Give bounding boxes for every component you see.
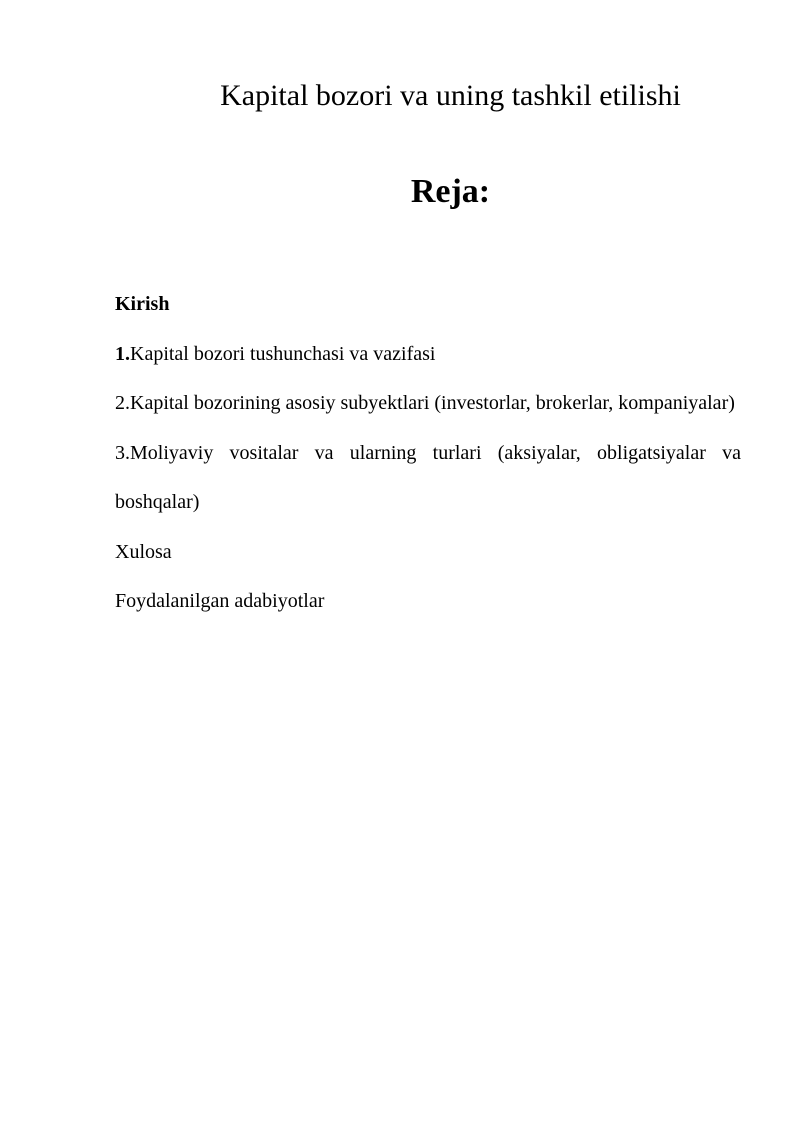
plan-item-1-text: Kapital bozori tushunchasi va vazifasi — [130, 342, 436, 365]
plan-item-intro: Kirish — [115, 293, 170, 315]
document-title: Kapital bozori va uning tashkil etilishi — [220, 79, 681, 112]
plan-item-3: 3.Moliyaviy vositalar va ularning turlari (aksiyalar, obligatsiyalar va boshqalar) — [115, 441, 741, 513]
plan-item-2: 2.Kapital bozorining asosiy subyektlari (investorlar, brokerlar, kompaniyalar) — [115, 392, 735, 414]
plan-item-1-number: 1. — [115, 342, 130, 365]
plan-list — [115, 280, 741, 627]
plan-heading: Reja: — [410, 173, 491, 210]
plan-item-conclusion: Xulosa — [115, 540, 172, 563]
plan-item-1 — [115, 330, 741, 380]
plan-item-references: Foydalanilgan adabiyotlar — [115, 590, 325, 612]
